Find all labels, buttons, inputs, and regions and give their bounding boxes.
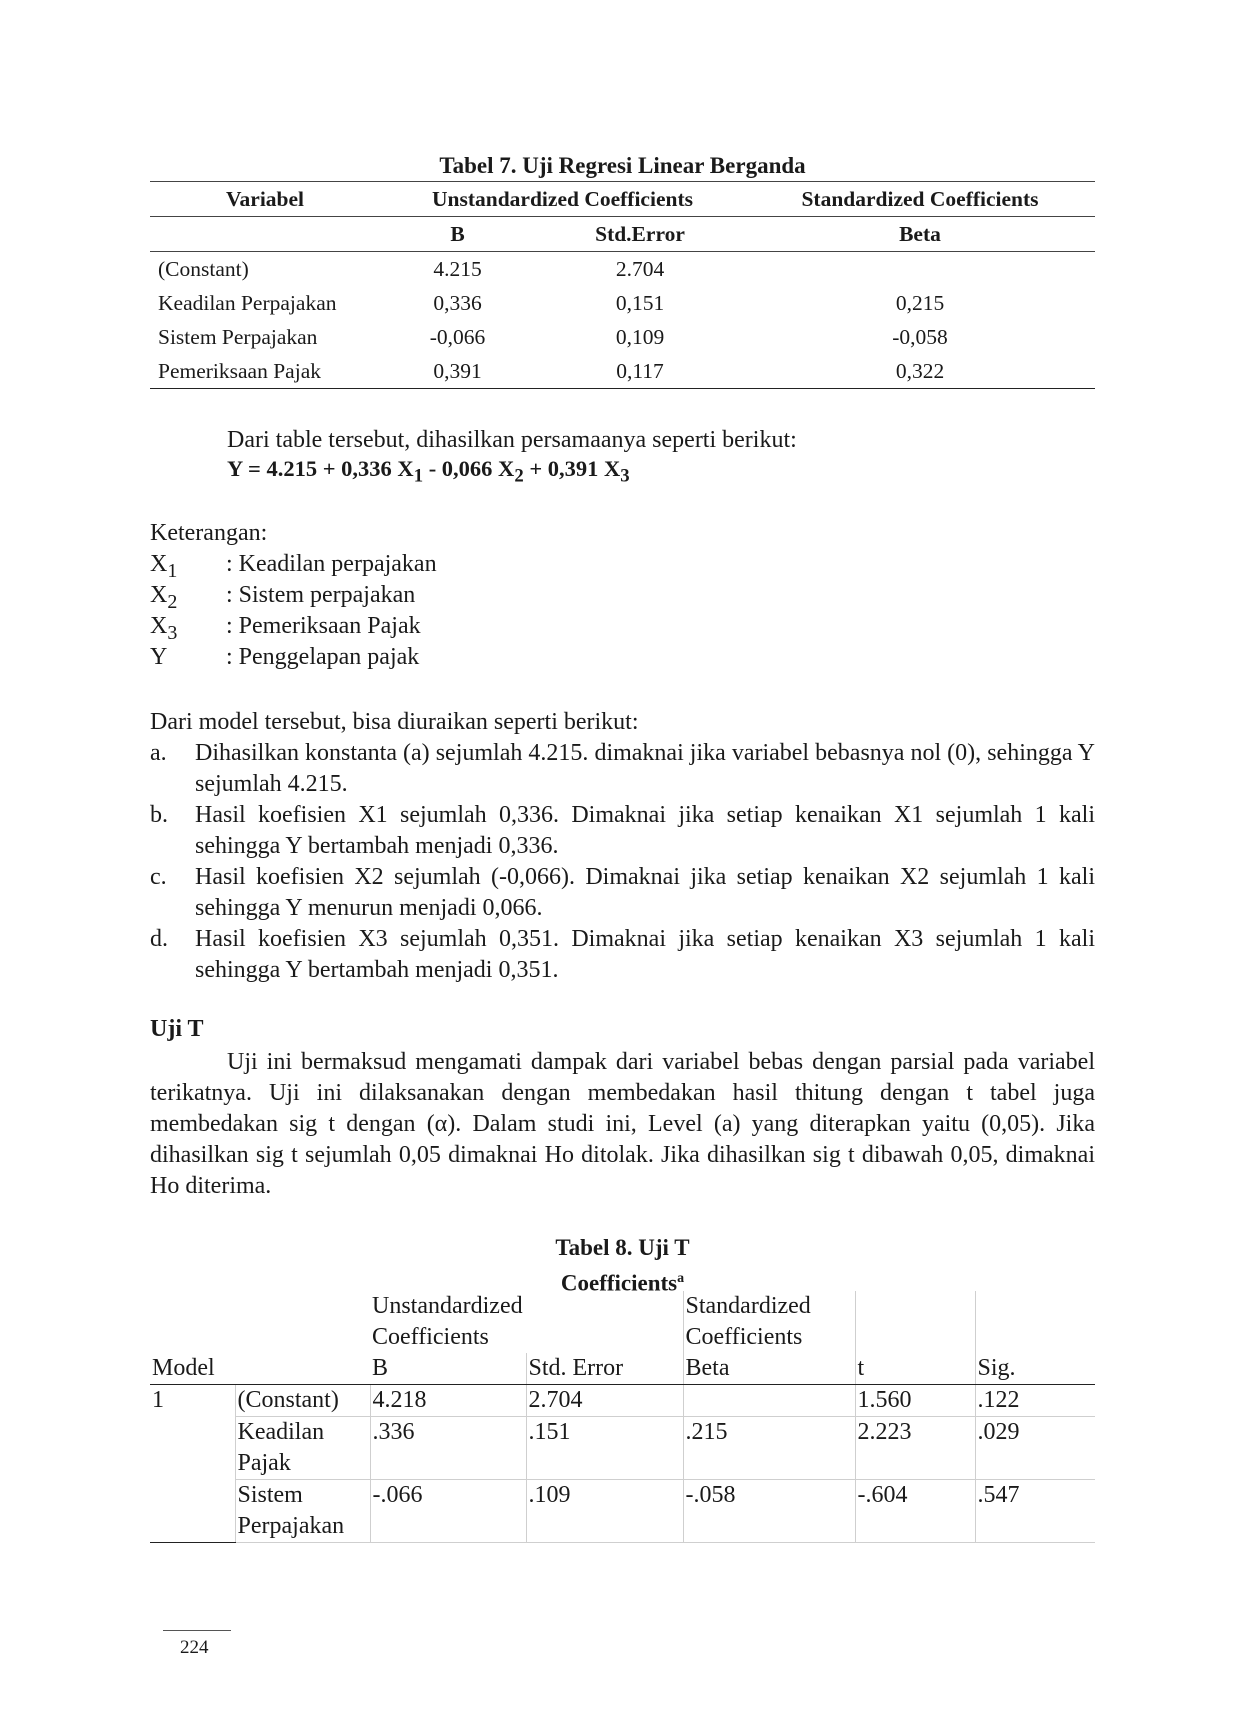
keterangan-item: $X_2$ : Sistem perpajakan xyxy=(150,582,416,613)
keterangan-title: Keterangan: xyxy=(150,520,268,546)
header-beta: Beta xyxy=(745,217,1095,252)
header-unstandardized: Unstandardized Coefficients xyxy=(372,1293,523,1350)
table8-subtitle: Coefficients$^a$ xyxy=(560,1270,685,1296)
table-row: Keadilan Perpajakan 0,336 0,151 0,215 xyxy=(158,291,945,315)
header-b: B xyxy=(380,217,535,252)
t-test-table xyxy=(150,1291,1095,1543)
uji-t-paragraph: Uji ini bermaksud mengamati dampak dari variabel bebas dengan parsial pada variabel terikatnya. Uji ini dilaksanakan dengan membedakan hasil thitung dengan t tabel juga membedakan sig t dengan (α). Dalam studi ini, Level (a) yang diterapkan yaitu (0,05). Jika dihasilkan sig t sejumlah 0,05 dimaknai Ho ditolak. Jika dihasilkan sig t dibawah 0,05, dimaknai Ho diterima. xyxy=(150,1049,1095,1199)
list-item: c. Hasil koefisien X2 sejumlah (-0,066). Dimaknai jika setiap kenaikan X2 sejumlah 1 kali sehingga Y menurun menjadi 0,066. xyxy=(150,864,1095,921)
header-beta: Beta xyxy=(683,1353,855,1385)
table7-title: Tabel 7. Uji Regresi Linear Berganda xyxy=(439,153,806,178)
header-model: Model xyxy=(150,1353,370,1385)
header-b: B xyxy=(370,1353,526,1385)
keterangan-item: $X_3$ : Pemeriksaan Pajak xyxy=(150,613,421,644)
list-item: d. Hasil koefisien X3 sejumlah 0,351. Dimaknai jika setiap kenaikan X3 sejumlah 1 kali sehingga Y bertambah menjadi 0,351. xyxy=(150,926,1095,983)
header-t: t xyxy=(855,1353,975,1385)
keterangan-item: $X_1$ : Keadilan perpajakan xyxy=(150,551,437,582)
header-standardized: Standardized Coefficients xyxy=(745,182,1095,217)
keterangan-item: Y : Penggelapan pajak xyxy=(150,644,420,670)
list-item: b. Hasil koefisien X1 sejumlah 0,336. Dimaknai jika setiap kenaikan X1 sejumlah 1 kali sehingga Y bertambah menjadi 0,336. xyxy=(150,802,1095,859)
table-row: (Constant) 4.215 2.704 xyxy=(158,257,665,281)
list-item: a. Dihasilkan konstanta (a) sejumlah 4.215. dimaknai jika variabel bebasnya nol (0), sehingga Y sejumlah 4.215. xyxy=(150,740,1095,797)
interpretation-list xyxy=(150,738,1095,986)
interpretation-intro: Dari model tersebut, bisa diuraikan seperti berikut: xyxy=(150,709,639,735)
table-row: Sistem Perpajakan -.066 .109 -.058 -.604 .547 xyxy=(150,1480,1095,1543)
regression-table xyxy=(150,181,1095,389)
header-unstandardized: Unstandardized Coefficients xyxy=(380,182,745,217)
table8-title: Tabel 8. Uji T xyxy=(555,1235,690,1260)
section-heading: Uji T xyxy=(150,1016,204,1042)
table-row: Pemeriksaan Pajak 0,391 0,117 0,322 xyxy=(150,354,1095,389)
header-std-error: Std.Error xyxy=(535,217,745,252)
footer-rule xyxy=(163,1630,231,1631)
header-sig: Sig. xyxy=(975,1353,1095,1385)
table-row: Keadilan Pajak .336 .151 .215 2.223 .029 xyxy=(150,1417,1095,1480)
regression-equation: Y = 4.215 + 0,336 $X_1 - 0,066$ $X_2 + 0,391$ $X_3$ xyxy=(227,456,630,487)
table-row: 1 (Constant) 4.218 2.704 1.560 .122 xyxy=(150,1385,1095,1417)
table-row: Sistem Perpajakan -0,066 0,109 -0,058 xyxy=(158,325,948,349)
model-number: 1 xyxy=(152,1387,164,1413)
equation-intro: Dari table tersebut, dihasilkan persamaanya seperti berikut: xyxy=(227,427,797,453)
header-std-error: Std. Error xyxy=(526,1353,683,1385)
page-number: 224 xyxy=(180,1637,209,1658)
header-variabel: Variabel xyxy=(150,182,380,217)
header-standardized: Standardized Coefficients xyxy=(683,1291,855,1353)
